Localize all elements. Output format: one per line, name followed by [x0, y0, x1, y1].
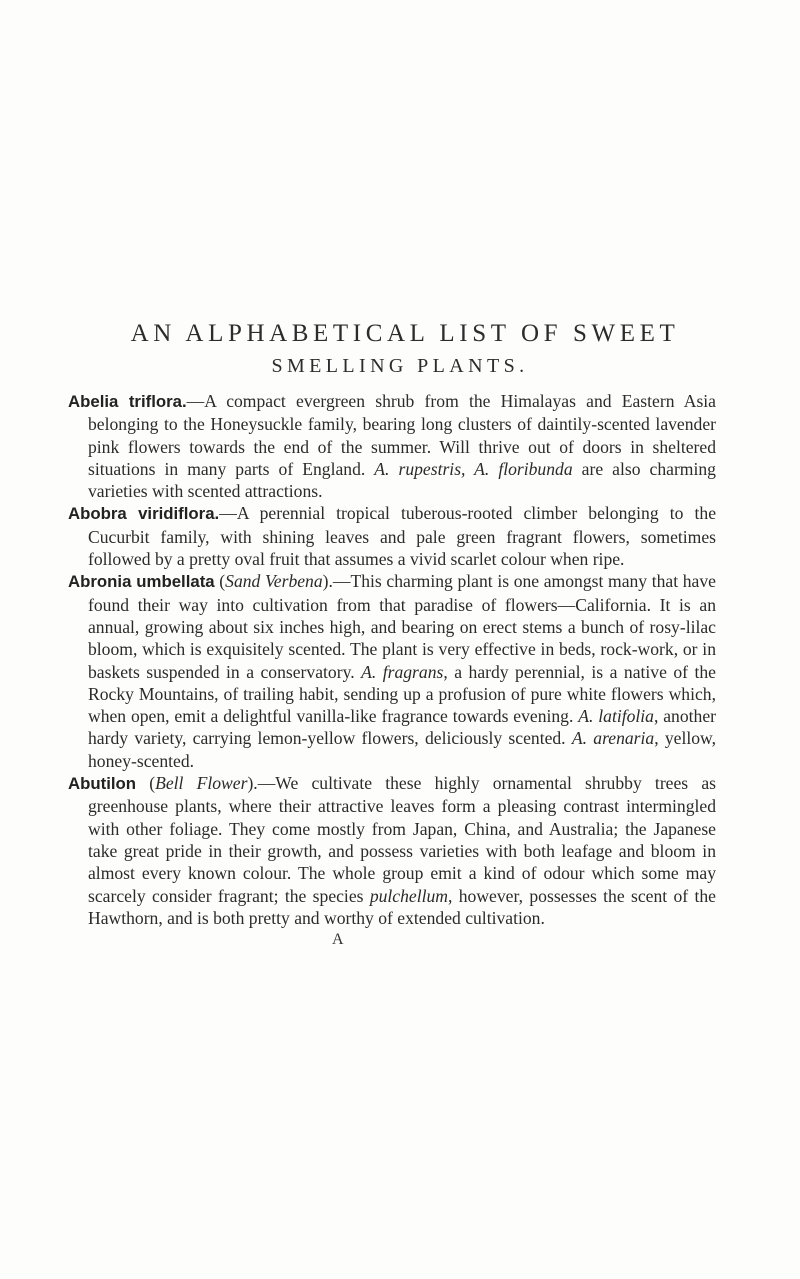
plant-entries [68, 390, 716, 929]
entry-heading: Abutilon [68, 774, 137, 794]
entry-heading: Abobra viridiflora. [68, 504, 220, 524]
entry-text: —A compact evergreen shrub from the Himalayas and Eastern Asia belonging to the Honeysuckle family, bearing long clusters of daintily-scented lavender pink flowers towards the end of the summer. Will thrive out of doors in sheltered situations in many parts of England. [88, 391, 716, 479]
entry-abobra [68, 502, 716, 570]
entry-text: ( [136, 773, 156, 794]
entry-abutilon [68, 772, 716, 929]
page-title [0, 318, 800, 382]
entry-text: , however, possesses the scent of the Hawthorn, and is both pretty and worthy of extended cultivation. [88, 885, 716, 928]
title-line-2: SMELLING PLANTS. [271, 355, 529, 377]
entry-text: , another hardy variety, carrying lemon-yellow flowers, deliciously scented. [88, 706, 716, 749]
entry-italic-text: A. rupestris, A. floribunda [374, 458, 573, 479]
entry-italic-text: Bell Flower [155, 773, 248, 794]
entry-italic-text: A. latifolia [578, 706, 654, 727]
entry-italic-text: Sand Verbena [225, 571, 323, 592]
entry-heading: Abelia triflora. [68, 392, 187, 411]
entry-abronia [68, 570, 716, 772]
entry-italic-text: A. arenaria [571, 728, 655, 749]
signature-mark: A [332, 931, 344, 948]
entry-heading: Abronia umbellata [68, 572, 215, 592]
entry-text: ).—This charming plant is one amongst many that have found their way into cultivation from that paradise of flowers—California. It is an annual, growing about six inches high, and bearing on erect stems a bunch of rosy-lilac bloom, which is exquisitely scented. The plant is very effective in beds, rock-work, or in baskets suspended in a conservatory. [88, 571, 716, 682]
entry-abelia [68, 390, 716, 502]
entry-text: ( [214, 571, 226, 592]
entry-italic-text: pulchellum [369, 885, 449, 906]
entry-text: are also charming varieties with scented attractions. [88, 458, 716, 502]
entry-italic-text: A. fragrans [361, 661, 444, 682]
entry-text: —A perennial tropical tuberous-rooted climber belonging to the Cucurbit family, with shining leaves and pale green fragrant flowers, sometimes followed by a pretty oval fruit that assumes a vivid scarlet colour when ripe. [88, 503, 716, 570]
entry-text: , yellow, honey-scented. [88, 728, 717, 771]
entry-text: , a hardy perennial, is a native of the Rocky Mountains, of trailing habit, sending up a profusion of pure white flowers which, when open, emit a delightful vanilla-like fragrance towards evening. [88, 661, 716, 727]
entry-text: ).—We cultivate these highly ornamental shrubby trees as greenhouse plants, where their attractive leaves form a pleasing contrast intermingled with other foliage. They come mostly from Japan, China, and Australia; the Japanese take great pride in their growth, and possess varieties with both leafage and bloom in almost every known colour. The whole group emit a kind of odour which some may scarcely consider fragrant; the species [88, 773, 716, 906]
title-line-1: AN ALPHABETICAL LIST OF SWEET [130, 320, 680, 347]
